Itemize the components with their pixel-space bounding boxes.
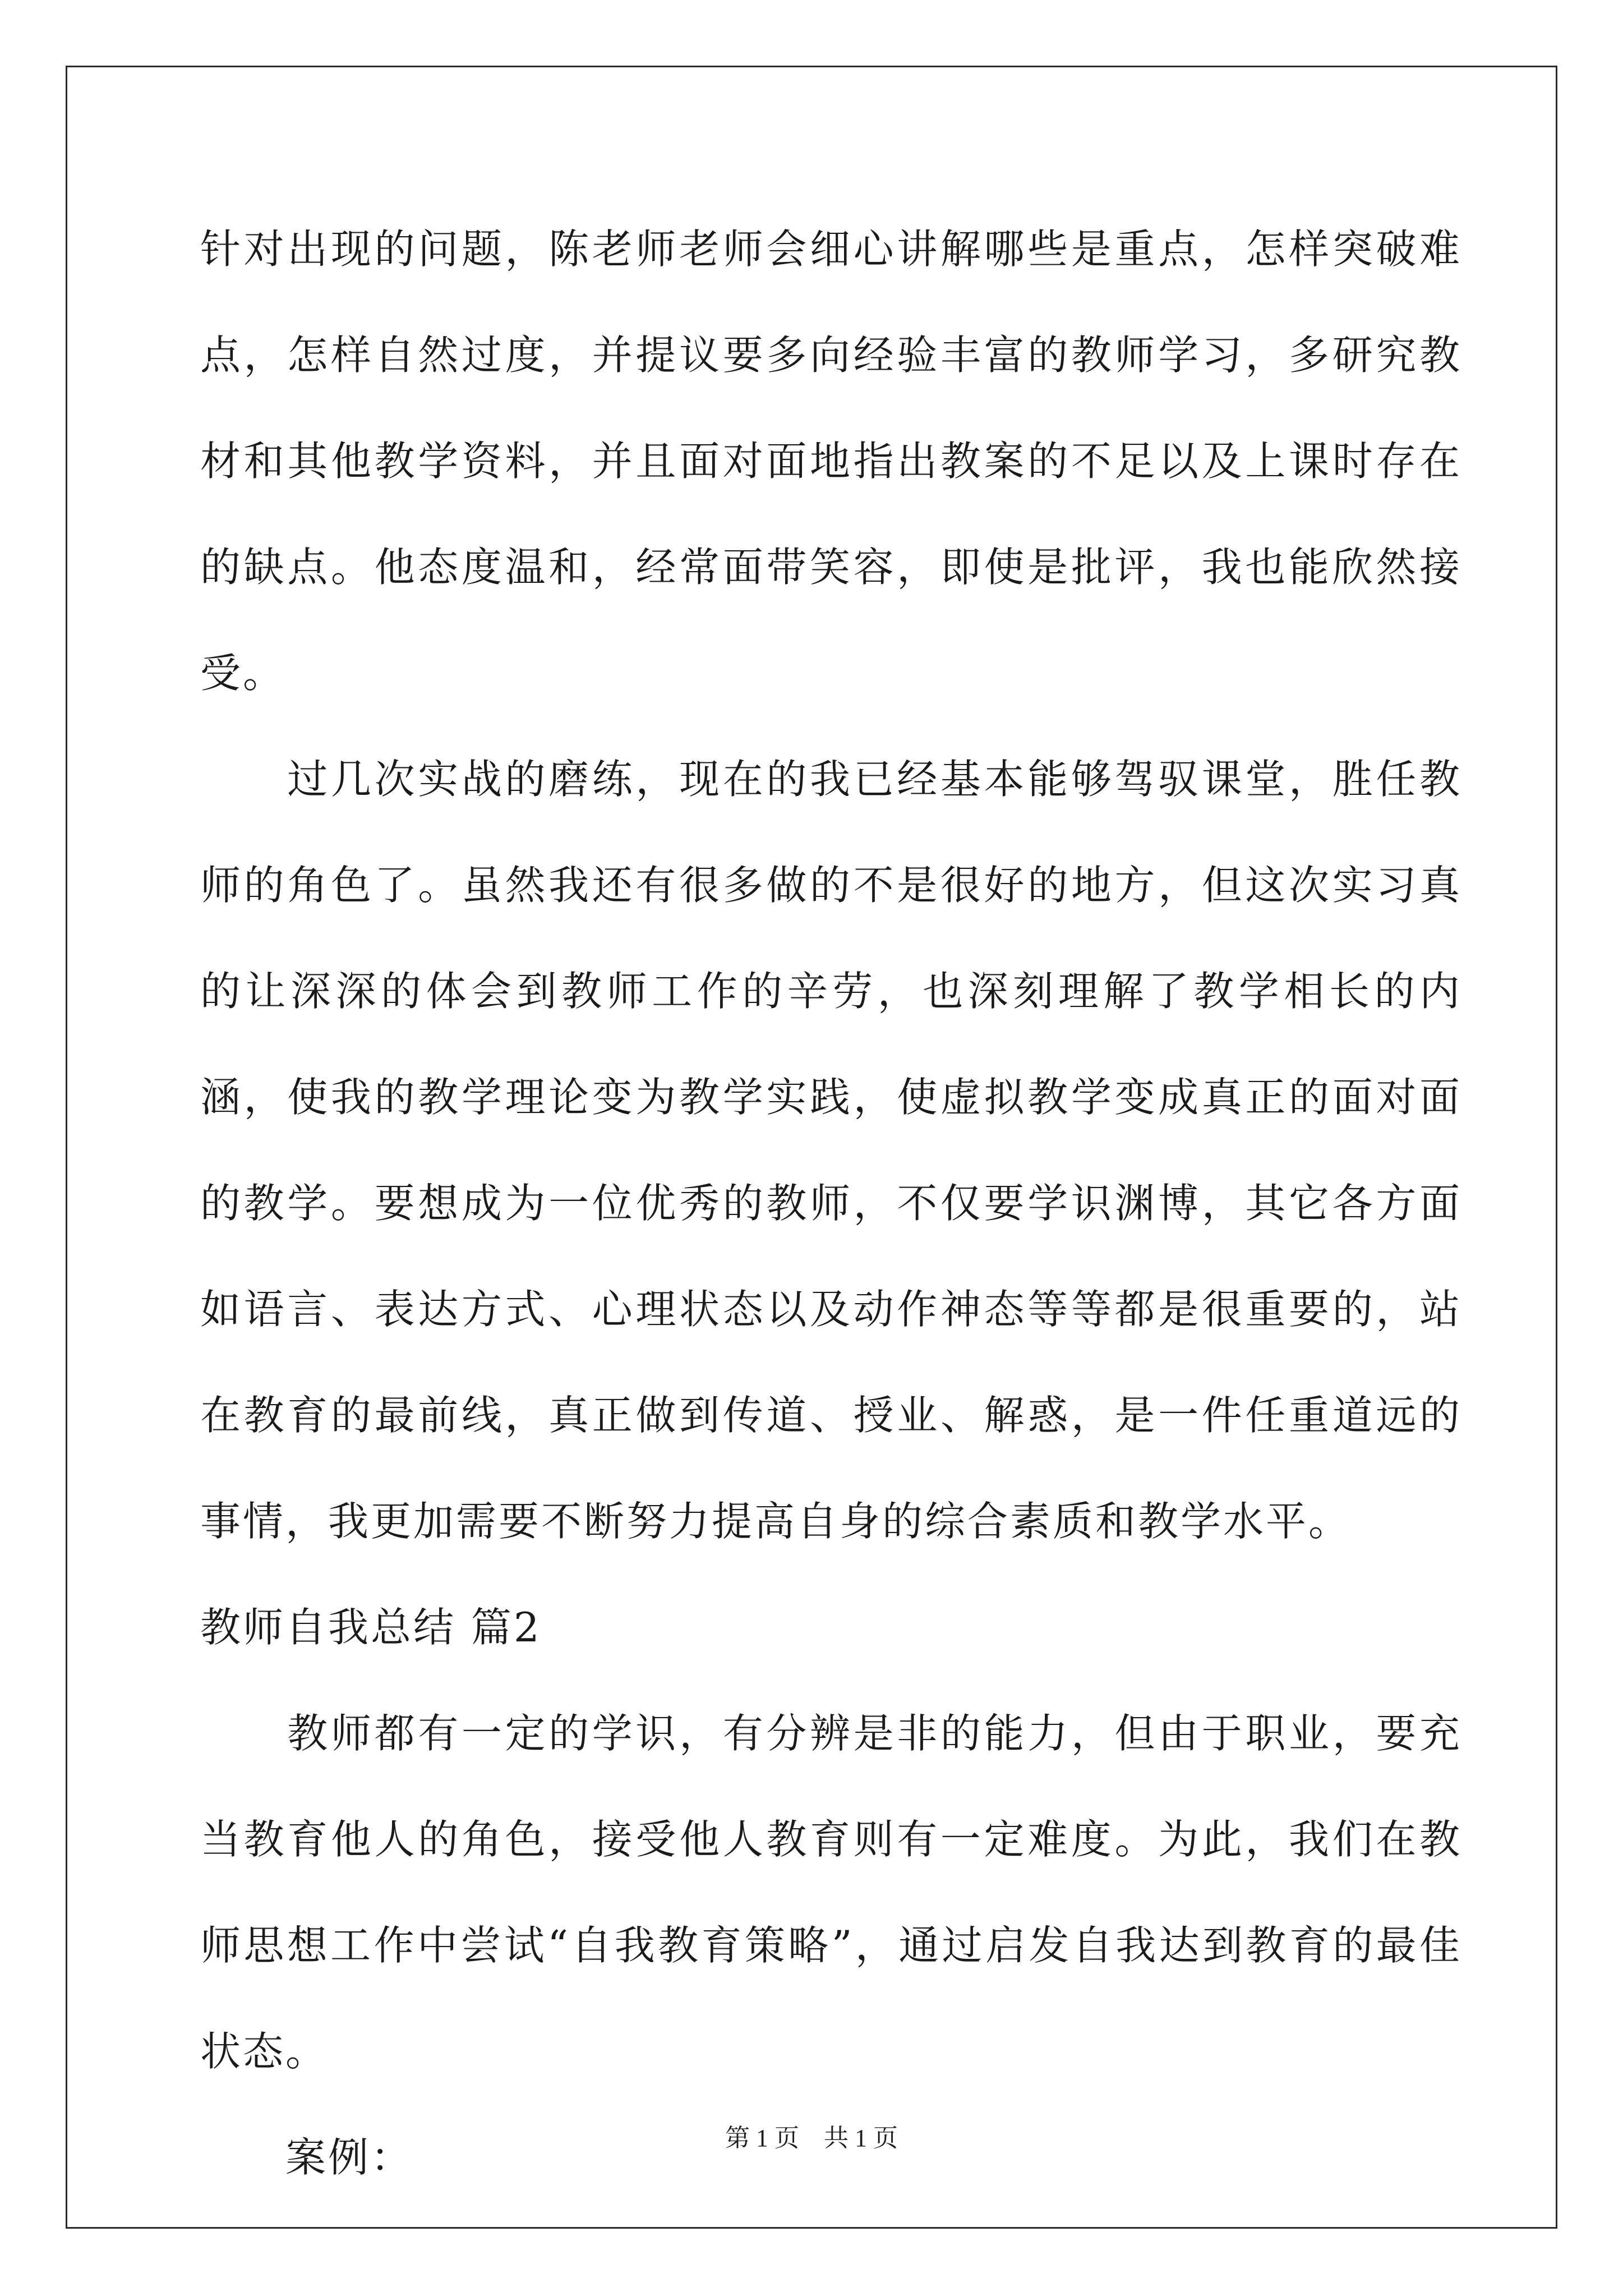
- document-body: [200, 196, 1462, 2211]
- paragraph: 针对出现的问题，陈老师老师会细心讲解哪些是重点，怎样突破难点，怎样自然过度，并提议要多向经验丰富的教师学习，多研究教材和其他教学资料，并且面对面地指出教案的不足以及上课时存在的缺点。他态度温和，经常面带笑容，即使是批评，我也能欣然接受。: [200, 226, 1462, 697]
- page-number-footer: 第 1 页 共 1 页: [725, 2124, 898, 2152]
- paragraph: 过几次实战的磨练，现在的我已经基本能够驾驭课堂，胜任教师的角色了。虽然我还有很多做的不是很好的地方，但这次实习真的让深深的体会到教师工作的辛劳，也深刻理解了教学相长的内涵，使我的教学理论变为教学实践，使虚拟教学变成真正的面对面的教学。要想成为一位优秀的教师，不仅要学识渊博，其它各方面如语言、表达方式、心理状态以及动作神态等等都是很重要的，站在教育的最前线，真正做到传道、授业、解惑，是一件任重道远的事情，我更加需要不断努力提高自身的综合素质和教学水平。: [200, 756, 1462, 1545]
- paragraph: 案例：: [200, 2134, 414, 2181]
- section-heading: 教师自我总结 篇2: [200, 1604, 542, 1651]
- paragraph: 教师都有一定的学识，有分辨是非的能力，但由于职业，要充当教育他人的角色，接受他人教育则有一定难度。为此，我们在教师思想工作中尝试“自我教育策略”，通过启发自我达到教育的最佳状态。: [200, 1710, 1462, 2075]
